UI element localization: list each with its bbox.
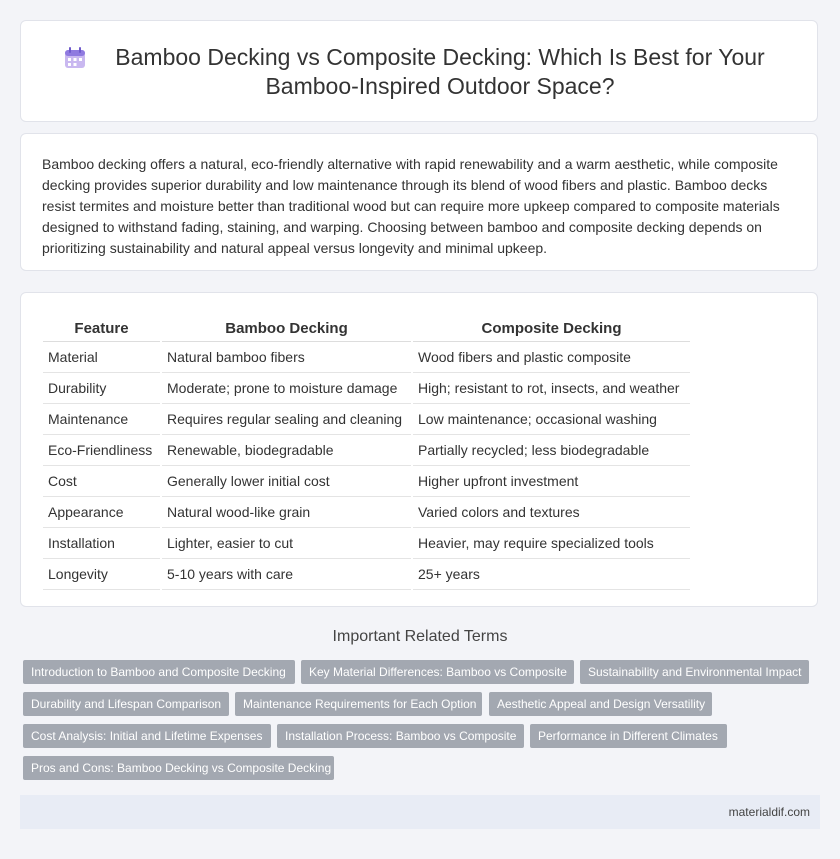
cell-feature: Durability <box>43 373 160 404</box>
table-row <box>43 497 690 528</box>
term-tag[interactable]: Aesthetic Appeal and Design Versatility <box>489 692 712 716</box>
header-bamboo: Bamboo Decking <box>162 316 411 342</box>
intro-card <box>20 133 818 271</box>
footer <box>20 795 820 829</box>
term-tag[interactable]: Sustainability and Environmental Impact <box>580 660 809 684</box>
cell-bamboo: Renewable, biodegradable <box>162 435 411 466</box>
cell-bamboo: Generally lower initial cost <box>162 466 411 497</box>
cell-feature: Maintenance <box>43 404 160 435</box>
title-card <box>20 20 818 122</box>
term-tag[interactable]: Performance in Different Climates <box>530 724 727 748</box>
cell-bamboo: Natural bamboo fibers <box>162 342 411 373</box>
table-header-row <box>43 316 690 342</box>
cell-bamboo: Requires regular sealing and cleaning <box>162 404 411 435</box>
term-tag[interactable]: Maintenance Requirements for Each Option <box>235 692 482 716</box>
cell-composite: Higher upfront investment <box>413 466 690 497</box>
comparison-table <box>43 316 690 590</box>
cell-composite: Wood fibers and plastic composite <box>413 342 690 373</box>
term-tag[interactable]: Installation Process: Bamboo vs Composite <box>277 724 524 748</box>
table-row <box>43 466 690 497</box>
table-row <box>43 528 690 559</box>
table-row <box>43 404 690 435</box>
term-tag[interactable]: Introduction to Bamboo and Composite Decking <box>23 660 295 684</box>
term-tag[interactable]: Key Material Differences: Bamboo vs Composite <box>301 660 574 684</box>
intro-paragraph: Bamboo decking offers a natural, eco-friendly alternative with rapid renewability and a warm aesthetic, while composite decking provides superior durability and low maintenance through its blend of wood fibers and plastic. Bamboo decks resist termites and moisture better than traditional wood but can require more upkeep compared to composite materials designed to withstand fading, staining, and warping. Choosing between bamboo and composite decking depends on prioritizing sustainability and natural appeal versus longevity and minimal upkeep. <box>42 156 780 256</box>
cell-feature: Longevity <box>43 559 160 590</box>
table-row <box>43 559 690 590</box>
cell-feature: Appearance <box>43 497 160 528</box>
cell-composite: 25+ years <box>413 559 690 590</box>
comparison-card <box>20 292 818 607</box>
page-title: Bamboo Decking vs Composite Decking: Which Is Best for Your Bamboo-Inspired Outdoor Space? <box>115 44 765 99</box>
cell-feature: Eco-Friendliness <box>43 435 160 466</box>
cell-bamboo: Moderate; prone to moisture damage <box>162 373 411 404</box>
term-tag[interactable]: Durability and Lifespan Comparison <box>23 692 229 716</box>
cell-bamboo: 5-10 years with care <box>162 559 411 590</box>
table-row <box>43 342 690 373</box>
table-row <box>43 435 690 466</box>
cell-feature: Material <box>43 342 160 373</box>
cell-composite: High; resistant to rot, insects, and weather <box>413 373 690 404</box>
cell-composite: Partially recycled; less biodegradable <box>413 435 690 466</box>
header-composite: Composite Decking <box>413 316 690 342</box>
cell-composite: Low maintenance; occasional washing <box>413 404 690 435</box>
term-tag[interactable]: Pros and Cons: Bamboo Decking vs Composite Decking <box>23 756 334 780</box>
footer-site[interactable]: materialdif.com <box>728 805 810 819</box>
cell-composite: Varied colors and textures <box>413 497 690 528</box>
table-row <box>43 373 690 404</box>
cell-composite: Heavier, may require specialized tools <box>413 528 690 559</box>
header-feature: Feature <box>43 316 160 342</box>
cell-bamboo: Natural wood-like grain <box>162 497 411 528</box>
cell-feature: Installation <box>43 528 160 559</box>
related-terms-title: Important Related Terms <box>332 628 508 645</box>
cell-bamboo: Lighter, easier to cut <box>162 528 411 559</box>
cell-feature: Cost <box>43 466 160 497</box>
term-tag[interactable]: Cost Analysis: Initial and Lifetime Expenses <box>23 724 271 748</box>
